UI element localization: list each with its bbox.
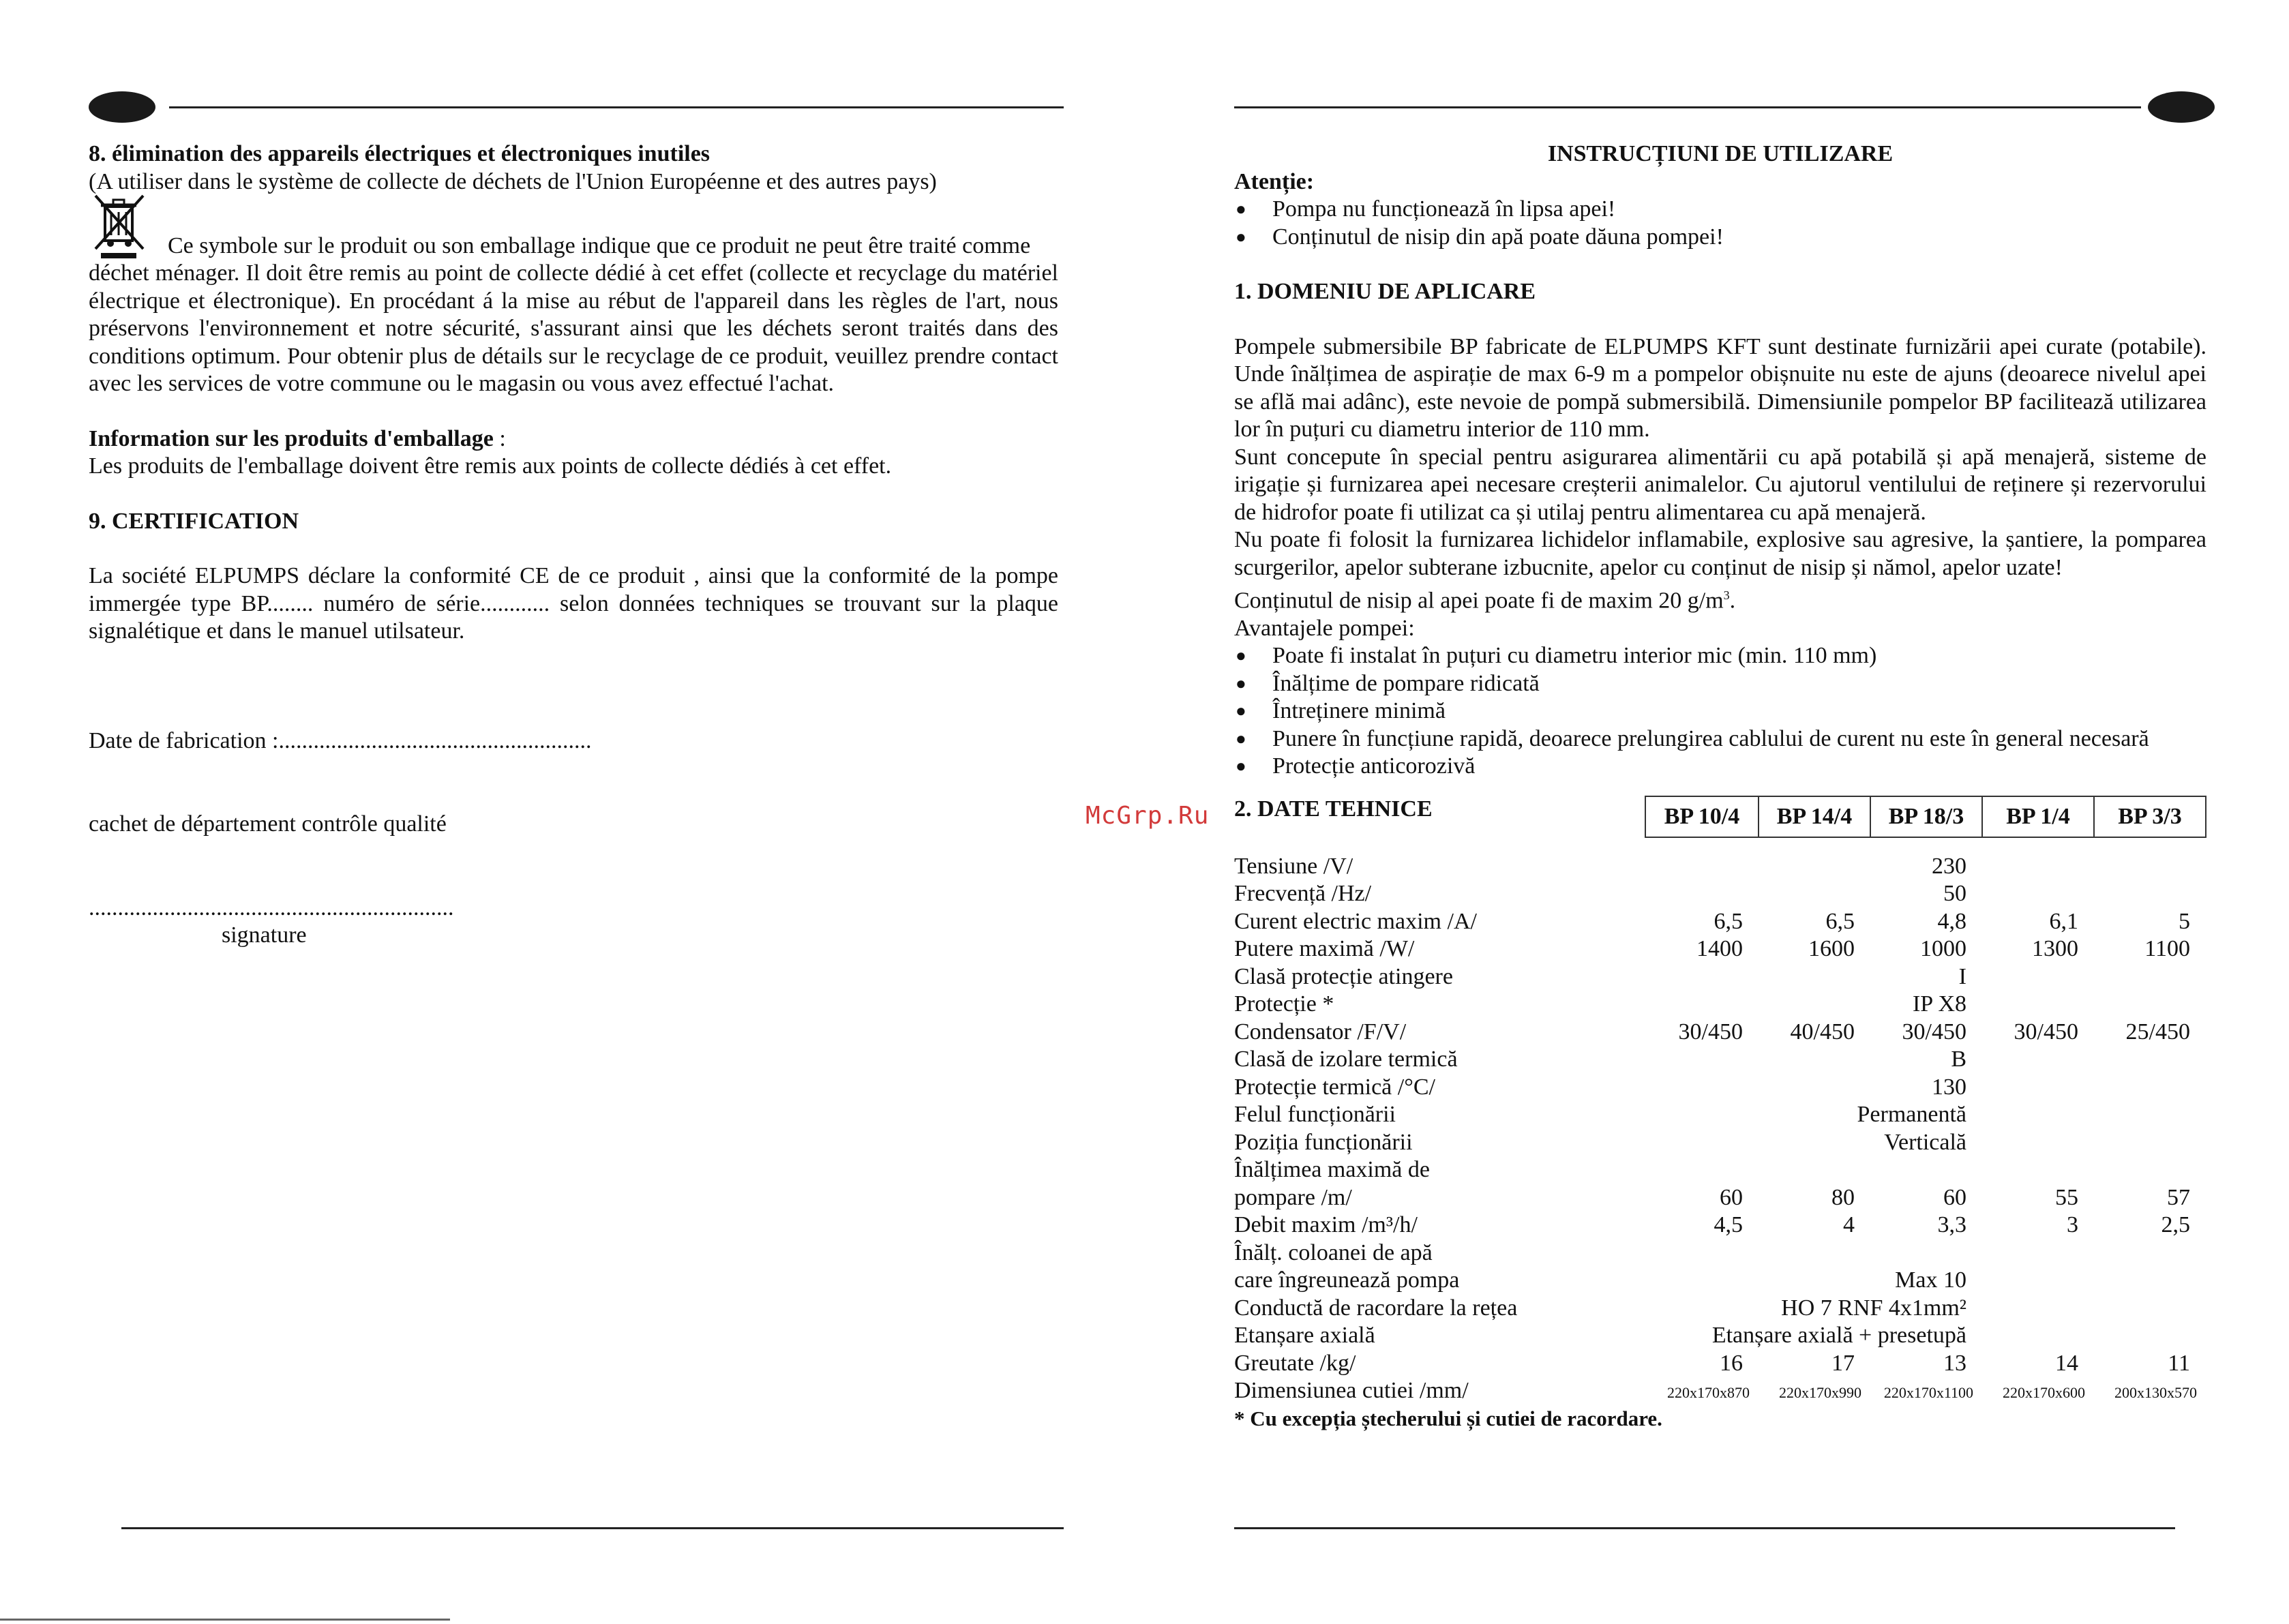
row-label: Putere maximă /W/ (1234, 936, 1415, 962)
row-value: 17 (1831, 1350, 1855, 1376)
row-value: 1000 (1920, 936, 1966, 962)
row-label: Etanșare axială (1234, 1323, 1375, 1349)
table-row (1234, 963, 2206, 991)
row-value: 4 (1843, 1212, 1855, 1238)
certification-text: La société ELPUMPS déclare la conformité CE de ce produit , ainsi que la conformité de la pompe immergée type BP........ numéro de série............ selon données techniques se trouvant sur la plaque signalétique et dans le manuel utilsateur. (89, 563, 1058, 644)
row-label: Debit maxim /m³/h/ (1234, 1212, 1418, 1238)
sand-content-sup: 3 (1723, 588, 1730, 602)
tech-rows (1234, 853, 2206, 1378)
row-value: 200x130x570 (2114, 1384, 2197, 1402)
row-value: 2,5 (2161, 1212, 2190, 1238)
table-row (1234, 935, 2206, 963)
model-header: BP 1/4 (1981, 797, 2093, 837)
page-tab-right (2148, 91, 2215, 123)
crossed-bin-icon (89, 192, 151, 260)
row-common-value: 230 (1932, 853, 1966, 879)
section8-title: 8. élimination des appareils électriques et électroniques inutiles (89, 141, 710, 166)
row-value: 4,5 (1714, 1212, 1743, 1238)
row-common-value: 50 (1943, 881, 1966, 907)
table-row (1234, 1101, 2206, 1129)
row-label: Conductă de racordare la rețea (1234, 1295, 1518, 1321)
sand-content (1234, 582, 2206, 615)
list-item: ● Punere în funcțiune rapidă, deoarece prelungirea cablului de curent nu este în general necesară (1234, 725, 2206, 753)
row-value: 57 (2167, 1184, 2190, 1210)
table-row (1234, 1295, 2206, 1323)
row-common-value: IP X8 (1912, 991, 1966, 1017)
list-item: ● Poate fi instalat în puțuri cu diametru interior mic (min. 110 mm) (1234, 642, 2206, 670)
sand-content-text: Conținutul de nisip al apei poate fi de maxim 20 g/m (1234, 588, 1724, 614)
row-label: Condensator /F/V/ (1234, 1019, 1407, 1044)
packaging-colon: : (493, 425, 506, 451)
row-common-value: B (1951, 1047, 1966, 1072)
row-value: 60 (1943, 1184, 1966, 1210)
header-rule-right (1234, 106, 2141, 108)
row-value: 6,5 (1825, 908, 1855, 934)
table-row (1234, 1074, 2206, 1102)
left-content (89, 140, 1058, 950)
attention-list (1234, 196, 2206, 251)
row-common-value: Max 10 (1895, 1267, 1966, 1293)
row-label: Clasă protecție atingere (1234, 963, 1453, 989)
weee-text-first: Ce symbole sur le produit ou son emballage indique que ce produit ne peut être traité comme (168, 232, 1031, 258)
table-row (1234, 991, 2206, 1019)
signature-line: ............................................................... (89, 894, 454, 920)
packaging-text: Les produits de l'emballage doivent être remis aux points de collecte dédiés à cet effet. (89, 453, 892, 479)
signature-label: signature (222, 922, 307, 948)
row-label: Protecție termică /°C/ (1234, 1074, 1435, 1100)
row-label: Protecție * (1234, 991, 1334, 1017)
scan-edge (0, 1619, 450, 1621)
list-item: ● Protecție anticorozivă (1234, 753, 2206, 781)
list-item: ● Conținutul de nisip din apă poate dăuna pompei! (1234, 224, 2206, 252)
row-value: 6,1 (2049, 908, 2078, 934)
table-row (1234, 1046, 2206, 1074)
header-rule-left (169, 106, 1064, 108)
row-label: Poziția funcționării (1234, 1129, 1413, 1155)
model-header: BP 10/4 (1664, 803, 1740, 829)
quality-stamp-label: cachet de département contrôle qualité (89, 811, 447, 837)
row-value: 1300 (2032, 936, 2078, 962)
row-label: Dimensiunea cutiei /mm/ (1234, 1378, 1469, 1404)
table-row (1234, 908, 2206, 936)
section8-subtitle: (A utiliser dans le système de collecte de déchets de l'Union Européenne et des autres pays) (89, 168, 937, 194)
row-label: care îngreunează pompa (1234, 1267, 1460, 1293)
packaging-heading (89, 425, 1058, 453)
right-content (1234, 140, 2206, 1432)
table-row (1234, 880, 2206, 908)
row-value: 3,3 (1937, 1212, 1966, 1238)
model-header: BP 3/3 (2093, 797, 2205, 837)
row-label: Tensiune /V/ (1234, 853, 1353, 879)
right-page (1159, 0, 2289, 1624)
row-value: 30/450 (1678, 1019, 1743, 1044)
page-tab-left (89, 91, 155, 123)
row-value: 25/450 (2125, 1019, 2190, 1044)
model-header: BP 14/4 (1758, 797, 1870, 837)
row-label: Clasă de izolare termică (1234, 1047, 1458, 1072)
row-value: 40/450 (1790, 1019, 1855, 1044)
row-common-value: I (1958, 963, 1966, 989)
section1-p3: Nu poate fi folosit la furnizarea lichidelor inflamabile, explosive sau agresive, la șantiere, la pomparea scurgerilor, apelor subterane izbucnite, apelor cu conținut de nisip și nămol, apelor uzate! (1234, 527, 2206, 580)
table-row (1234, 853, 2206, 881)
section9-title: 9. CERTIFICATION (89, 508, 299, 534)
section1-p1: Pompele submersibile BP fabricate de ELPUMPS KFT sunt destinate furnizării apei curate (potabile). Unde înălțimea de aspirație de max 6-9 m a pompelor obișnuite nu este de ajuns (deoarece nivelul apei se află mai adânc), este nevoie de pompă submersibilă. Dimensiunile pompelor BP facilitează utilizarea lor în puțuri cu diametru interior de 110 mm. (1234, 333, 2206, 442)
table-row (1234, 1322, 2206, 1350)
row-value: 1400 (1696, 936, 1743, 962)
row-value: 220x170x1100 (1883, 1384, 1973, 1402)
row-value: 14 (2055, 1350, 2078, 1376)
row-label: Înălț. coloanei de apă (1234, 1239, 1433, 1265)
row-label: Greutate /kg/ (1234, 1350, 1356, 1376)
row-label: Curent electric maxim /A/ (1234, 908, 1477, 934)
table-row (1234, 1239, 2206, 1267)
list-item: ● Întreținere minimă (1234, 697, 2206, 725)
instructions-title: INSTRUCȚIUNI DE UTILIZARE (1547, 141, 1894, 166)
table-row (1234, 1212, 2206, 1239)
table-footnote: * Cu excepția ștecherului și cutiei de racordare. (1234, 1406, 1662, 1430)
row-value: 3 (2067, 1212, 2078, 1238)
advantages-label: Avantajele pompei: (1234, 615, 1415, 641)
row-label: Frecvență /Hz/ (1234, 881, 1372, 907)
section2-title: 2. DATE TEHNICE (1234, 796, 1433, 822)
footer-rule-left (121, 1527, 1064, 1529)
row-value: 60 (1720, 1184, 1743, 1210)
row-value: 80 (1831, 1184, 1855, 1210)
row-value: 1600 (1808, 936, 1855, 962)
table-row (1234, 1184, 2206, 1212)
weee-notice (89, 196, 1058, 260)
attention-label: Atenție: (1234, 168, 1315, 194)
advantages-list (1234, 642, 2206, 781)
technical-data (1234, 796, 2206, 1433)
row-label: pompare /m/ (1234, 1184, 1352, 1210)
row-common-value: 130 (1932, 1074, 1966, 1100)
table-row (1234, 1350, 2206, 1378)
weee-text-rest: déchet ménager. Il doit être remis au point de collecte dédié à cet effet (collecte et recyclage du matériel électrique et électronique). En procédant á la mise au rébut de l'appareil dans les règles de l'art, nous préservons l'environnement et notre sécurité, s'assurant ainsi que les déchets seront traités dans des conditions optimum. Pour obtenir plus de détails sur le recyclage de ce produit, veuillez prendre contact avec les services de votre commune ou le magasin ou vous avez effectué l'achat. (89, 260, 1058, 396)
section1-p2: Sunt concepute în special pentru asigurarea alimentării cu apă potabilă și apă menajeră, sisteme de irigație și furnizarea apei necesare creșterii animalelor. Cu ajutorul ventilului de reținere și rezervorului de hidrofor poate fi utilizat ca și utilaj pentru alimentarea cu apă menajeră. (1234, 444, 2206, 525)
row-value: 4,8 (1937, 908, 1966, 934)
row-common-value: HO 7 RNF 4x1mm² (1781, 1295, 1966, 1321)
row-common-value: Etanșare axială + presetupă (1711, 1323, 1966, 1349)
model-header: BP 18/3 (1870, 797, 1981, 837)
row-value: 220x170x870 (1667, 1384, 1750, 1402)
row-value: 30/450 (2014, 1019, 2078, 1044)
model-header-row (1645, 796, 2206, 838)
packaging-title: Information sur les produits d'emballage (89, 425, 494, 451)
table-row (1234, 1156, 2206, 1184)
row-label: Înălțimea maximă de (1234, 1157, 1430, 1183)
row-value: 11 (2168, 1350, 2190, 1376)
row-common-value: Permanentă (1857, 1102, 1966, 1128)
list-item: ● Pompa nu funcționează în lipsa apei! (1234, 196, 2206, 224)
row-common-value: Verticală (1884, 1129, 1966, 1155)
table-row (1234, 1267, 2206, 1295)
table-row (1234, 1377, 2206, 1405)
row-value: 220x170x990 (1779, 1384, 1861, 1402)
row-value: 30/450 (1902, 1019, 1966, 1044)
table-row (1234, 1129, 2206, 1157)
sand-content-end: . (1729, 588, 1736, 614)
row-value: 6,5 (1714, 908, 1743, 934)
row-value: 5 (2179, 908, 2190, 934)
section1-title: 1. DOMENIU DE APLICARE (1234, 279, 1536, 304)
row-value: 55 (2055, 1184, 2078, 1210)
left-page (0, 0, 1132, 1624)
watermark: McGrp.Ru (1086, 802, 1210, 830)
row-value: 16 (1720, 1350, 1743, 1376)
row-value: 220x170x600 (2003, 1384, 2085, 1402)
row-value: 1100 (2144, 936, 2190, 962)
row-label: Felul funcționării (1234, 1102, 1396, 1128)
list-item: ● Înălțime de pompare ridicată (1234, 670, 2206, 698)
footer-rule-right (1234, 1527, 2175, 1529)
fabrication-date: Date de fabrication :...................................................... (89, 727, 592, 753)
table-row (1234, 1019, 2206, 1047)
row-value: 13 (1943, 1350, 1966, 1376)
